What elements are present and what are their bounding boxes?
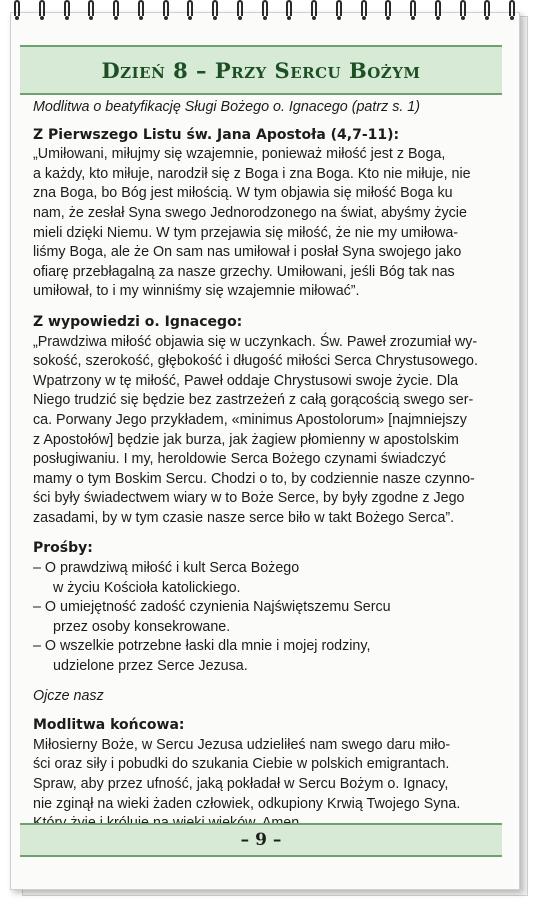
quote-text (33, 333, 488, 529)
final-prayer-section (33, 716, 488, 834)
text-line: ści oraz siły i pobudki do szukania Ciebie w polskich emigrantach. (33, 756, 450, 773)
spiral-binding (12, 0, 517, 28)
text-line: nie zginął na wieki żaden człowiek, odkupiony Krwią Twojego Syna. (33, 795, 461, 812)
page-content (33, 98, 488, 834)
text-line: liśmy Boga, ale że On sam nas umiłował i posłał Syna swojego jako (33, 244, 462, 261)
petition-line: udzielone przez Serce Jezusa. (53, 658, 248, 675)
text-line: „Prawdziwa miłość objawia się w uczynkach. Św. Paweł zrozumiał wy- (33, 333, 478, 350)
text-line: zasadami, by w tym czasie nasze serce biło w takt Bożego Serca”. (33, 509, 455, 526)
spiral-ring (507, 0, 517, 22)
spiral-ring (359, 0, 369, 22)
text-line: ca. Porwany Jego przykładem, «minimus Apostolorum» [najmniejszy (33, 411, 467, 428)
spiral-ring (111, 0, 121, 22)
spiral-ring (433, 0, 443, 22)
text-line: a każdy, kto miłuje, narodził się z Boga i zna Boga. Kto nie miłuje, nie (33, 165, 471, 182)
our-father-text: Ojcze nasz (33, 687, 104, 704)
spiral-ring (334, 0, 344, 22)
spiral-ring (309, 0, 319, 22)
text-line: Spraw, aby przez ufność, jaką pokładał w Sercu Bożym o. Ignacy, (33, 776, 449, 792)
spiral-ring (161, 0, 171, 22)
spiral-ring (284, 0, 294, 22)
intro-text: Modlitwa o beatyfikację Sługi Bożego o. Ignacego (patrz s. 1) (33, 99, 421, 115)
petition-line: – O prawdziwą miłość i kult Serca Bożego (33, 560, 300, 577)
text-line: zna Boga, bo Bóg jest miłością. W tym objawia się miłość Boga ku (33, 185, 453, 202)
text-line: ofiarę przebłagalną za nasze grzechy. Umiłowani, jeśli Bóg tak nas (33, 263, 455, 280)
spiral-ring (383, 0, 393, 22)
petition-line: – O wszelkie potrzebne łaski dla mnie i mojej rodziny, (33, 638, 371, 655)
spiral-ring (408, 0, 418, 22)
spiral-ring (86, 0, 96, 22)
spiral-ring (210, 0, 220, 22)
text-line: mamy o tym Boskim Sercu. Chodzi o to, by codziennie nasze czynno- (33, 470, 475, 487)
spiral-ring (482, 0, 492, 22)
petition-line: przez osoby konsekrowane. (53, 618, 231, 635)
petitions-section (33, 539, 488, 676)
spiral-ring (136, 0, 146, 22)
text-line: z Apostołów] będzie jak burza, jak żagiew płomienny w apostolskim (33, 431, 459, 448)
footer-band (20, 823, 502, 857)
text-line: Niego trudzić się będzie bez zastrzeżeń z całą gorącością swego ser- (33, 392, 474, 409)
petition-line: w życiu Kościoła katolickiego. (53, 579, 241, 596)
spiral-ring (62, 0, 72, 22)
spiral-ring (260, 0, 270, 22)
scripture-text (33, 145, 488, 302)
header-band (20, 45, 502, 95)
text-line: mieli dzięki Niemu. W tym przejawia się miłość, że nie my umiłowa- (33, 224, 459, 241)
text-line: nam, że zesłał Syna swego Jednorodzonego na świat, abyśmy życie (33, 204, 467, 221)
spiral-ring (235, 0, 245, 22)
scripture-section (33, 126, 488, 302)
page-title: Dzień 8 – Przy Sercu Bożym (101, 57, 421, 83)
spiral-ring (12, 0, 22, 22)
scripture-heading: Z Pierwszego Listu św. Jana Apostoła (4,7-11): (33, 126, 400, 143)
spiral-ring (37, 0, 47, 22)
text-line: posługiwaniu. I my, heroldowie Serca Bożego czynami świadczyć (33, 451, 446, 468)
text-line: umiłował, to i my winniśmy się wzajemnie miłować”. (33, 283, 360, 300)
text-line: sokość, szerokość, głębokość i długość miłości Serca Chrystusowego. (33, 353, 478, 370)
text-line: Wpatrzony w tę miłość, Paweł oddaje Chrystusowi swoje życie. Dla (33, 372, 459, 389)
spiral-ring (185, 0, 195, 22)
final-prayer-text (33, 736, 488, 834)
quote-heading: Z wypowiedzi o. Ignacego: (33, 313, 243, 330)
text-line: ści były świadectwem wiary w to Boże Serce, by były zgodne z Jego (33, 490, 465, 507)
final-prayer-heading: Modlitwa końcowa: (33, 717, 185, 734)
petition-line: – O umiejętność zadość czynienia Najświętszemu Sercu (33, 599, 391, 616)
page-number: – 9 – (240, 830, 282, 850)
spiral-ring (458, 0, 468, 22)
petitions-heading: Prośby: (33, 540, 93, 557)
quote-section (33, 313, 488, 529)
text-line: „Umiłowani, miłujmy się wzajemnie, ponieważ miłość jest z Boga, (33, 146, 446, 163)
text-line: Miłosierny Boże, w Sercu Jezusa udzieliłeś nam swego daru miło- (33, 736, 451, 753)
